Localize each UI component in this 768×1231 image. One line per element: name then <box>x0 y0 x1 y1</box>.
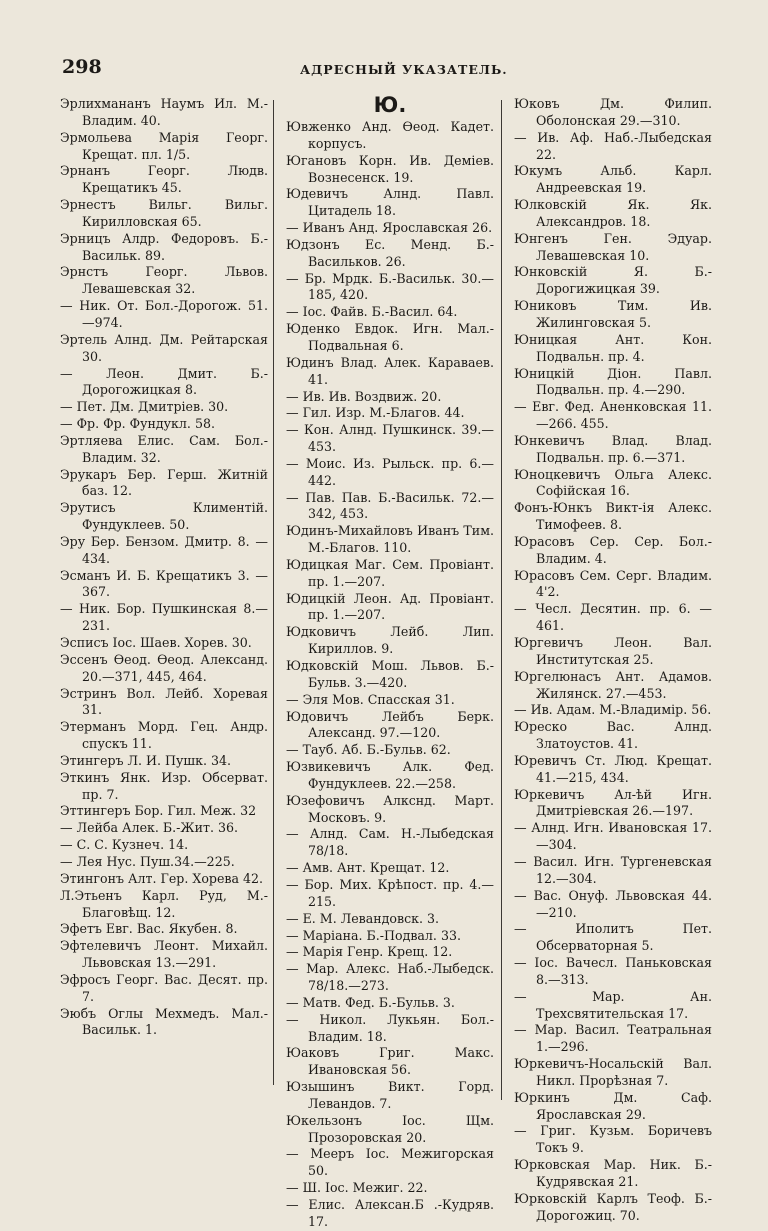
directory-entry: Юдзонъ Ес. Менд. Б.-Васильков. 26. <box>286 236 494 269</box>
directory-entry: — С. С. Кузнеч. 14. <box>60 837 189 853</box>
directory-entry: Юкельзонъ Іос. Щм. Прозоровская 20. <box>286 1112 494 1145</box>
directory-entry: — Лея Нус. Пуш.34.—225. <box>60 853 235 869</box>
directory-entry: — Фр. Фр. Фундукл. 58. <box>60 416 215 432</box>
directory-entry: Юноцкевичъ Ольга Алекс. Софійская 16. <box>514 466 712 499</box>
directory-entry: Эткинъ Янк. Изр. Обсерват. пр. 7. <box>60 769 268 802</box>
directory-entry: Юзвикевичъ Алк. Фед. Фундуклеев. 22.—258. <box>286 759 494 791</box>
directory-entry: — Бр. Мрдк. Б.-Васильк. 30.—185, 420. <box>286 270 494 303</box>
directory-entry: — Ник. От. Бол.-Дорогож. 51.—974. <box>60 298 268 330</box>
directory-entry: — Ив. Адам. М.-Владимір. 56. <box>514 702 712 718</box>
directory-entry: — Ив. Ив. Воздвиж. 20. <box>286 388 442 404</box>
directory-entry: Л.Этьенъ Карл. Руд, М.-Благовѣщ. 12. <box>60 887 268 920</box>
directory-entry: Фонъ-Юнкъ Викт-ія Алекс. Тимофеев. 8. <box>514 500 712 533</box>
directory-entry: — Ник. Бор. Пушкинская 8.—231. <box>60 601 268 634</box>
directory-entry: — Матв. Фед. Б.-Бульв. 3. <box>286 994 455 1010</box>
directory-entry: Эссенъ Өеод. Өеод. Александ. 20.—371, 445, 464. <box>60 651 268 684</box>
directory-entry: Этингонъ Алт. Гер. Хорева 42. <box>60 870 264 886</box>
directory-entry: Юнковскій Я. Б.-Дорогижицкая 39. <box>514 264 712 297</box>
directory-entry: Юдинъ-Михайловъ Иванъ Тим. М.-Благов. 110. <box>286 523 494 556</box>
directory-entry: — Алнд. Сам. Н.-Лыбедская 78/18. <box>286 826 494 859</box>
directory-entry: Юлковскій Як. Як. Александров. 18. <box>514 197 712 229</box>
middle-column <box>286 93 494 1231</box>
directory-entry: — Елис. Алексан.Б .-Кудряв. 17. <box>286 1197 494 1229</box>
directory-entry: — Ш. Іос. Межиг. 22. <box>286 1180 428 1196</box>
directory-entry: — Гил. Изр. М.-Благов. 44. <box>286 405 465 421</box>
directory-entry: Этингеръ Л. И. Пушк. 34. <box>60 752 232 768</box>
directory-entry: — Леон. Дмит. Б.-Дорогожицкая 8. <box>60 365 268 398</box>
directory-entry: — Кон. Алнд. Пушкинск. 39.—453. <box>286 422 494 455</box>
directory-entry: Юнгенъ Ген. Эдуар. Левашевская 10. <box>514 230 712 263</box>
directory-entry: — Іос. Вачесл. Паньковская 8.—313. <box>514 955 712 987</box>
directory-entry: — Тауб. Аб. Б.-Бульв. 62. <box>286 742 451 758</box>
directory-entry: — Пет. Дм. Дмитріев. 30. <box>60 399 229 415</box>
section-letter: Ю. <box>373 93 407 117</box>
directory-entry: Эрнанъ Георг. Людв. Крещатикъ 45. <box>60 163 268 196</box>
directory-entry: — Иполитъ Пет. Обсерваторная 5. <box>514 921 712 954</box>
directory-entry: Эфросъ Георг. Вас. Десят. пр. 7. <box>60 971 268 1004</box>
directory-entry: Юаковъ Григ. Макс. Ивановская 56. <box>286 1045 494 1078</box>
directory-entry: — Марія Генр. Крещ. 12. <box>286 944 453 960</box>
directory-entry: — Вас. Онуф. Львовская 44.—210. <box>514 887 712 920</box>
directory-entry: Юницкій Діон. Павл. Подвальн. пр. 4.—290. <box>514 365 712 398</box>
directory-entry: Эфетъ Евг. Вас. Якубен. 8. <box>60 921 238 937</box>
directory-entry: Юдицкій Леон. Ад. Провіант. пр. 1.—207. <box>286 590 494 623</box>
directory-entry: Ювженко Анд. Өеод. Кадет. корпусъ. <box>286 119 494 151</box>
directory-entry: Эрнстъ Георг. Львов. Левашевская 32. <box>60 264 268 297</box>
directory-entry: — Ив. Аф. Наб.-Лыбедская 22. <box>514 129 712 162</box>
directory-entry: Юргевичъ Леон. Вал. Институтская 25. <box>514 635 712 667</box>
directory-entry: — Маріана. Б.-Подвал. 33. <box>286 927 461 943</box>
directory-entry: — Моис. Из. Рыльск. пр. 6.—442. <box>286 455 494 488</box>
directory-entry: Юргелюнасъ Ант. Адамов. Жилянск. 27.—453. <box>514 668 712 701</box>
directory-entry: Эрукаръ Бер. Герш. Житній баз. 12. <box>60 466 268 499</box>
directory-entry: Юревичъ Ст. Люд. Крещат. 41.—215, 434. <box>514 752 712 785</box>
running-head: АДРЕСНЫЙ УКАЗАТЕЛЬ. <box>300 62 508 77</box>
directory-entry: — Евг. Фед. Аненковская 11.—266. 455. <box>514 399 712 432</box>
directory-entry: Эртель Алнд. Дм. Рейтарская 30. <box>60 331 268 364</box>
directory-entry: Юнкевичъ Влад. Влад. Подвальн. пр. 6.—371. <box>514 432 712 465</box>
directory-entry: — Алнд. Игн. Ивановская 17.—304. <box>514 820 712 853</box>
directory-entry: — Никол. Лукьян. Бол.-Владим. 18. <box>286 1011 494 1044</box>
directory-entry: Этерманъ Морд. Гец. Андр. спускъ 11. <box>60 719 268 752</box>
directory-entry: — Чесл. Десятин. пр. 6. —461. <box>514 601 712 634</box>
directory-entry: Эрлихмананъ Наумъ Ил. М.-Владим. 40. <box>60 96 268 128</box>
directory-entry: — Мар. Алекс. Наб.-Лыбедск. 78/18.—273. <box>286 961 494 994</box>
directory-entry: — Мар. Васил. Театральная 1.—296. <box>514 1022 712 1055</box>
directory-entry: Юдинъ Влад. Алек. Караваев. 41. <box>286 354 494 387</box>
directory-entry: Югановъ Корн. Ив. Деміев. Вознесенск. 19. <box>286 152 494 185</box>
directory-entry: Эртляева Елис. Сам. Бол.-Владим. 32. <box>60 432 268 465</box>
right-column <box>514 96 712 1225</box>
directory-entry: Эрницъ Алдр. Федоровъ. Б.-Васильк. 89. <box>60 230 268 263</box>
directory-entry: Юдевичъ Алнд. Павл. Цитадель 18. <box>286 186 494 219</box>
directory-entry: Юдицкая Маг. Сем. Провіант. пр. 1.—207. <box>286 556 494 589</box>
directory-entry: Юркинъ Дм. Саф. Ярославская 29. <box>514 1089 712 1122</box>
directory-entry: Юдковичъ Лейб. Лип. Кириллов. 9. <box>286 624 494 657</box>
directory-entry: Эттингеръ Бор. Гил. Меж. 32 <box>60 803 257 819</box>
directory-entry: — Мар. Ан. Трехсвятительская 17. <box>514 988 712 1021</box>
directory-entry: Эрнестъ Вильг. Вильг. Кирилловская 65. <box>60 197 268 229</box>
directory-entry: — Лейба Алек. Б.-Жит. 36. <box>60 820 238 836</box>
directory-entry: Юрасовъ Сер. Сер. Бол.-Владим. 4. <box>514 533 712 566</box>
directory-entry: Эрмольева Марія Георг. Крещат. пл. 1/5. <box>60 129 268 162</box>
directory-entry: Юреско Вас. Алнд. Златоустов. 41. <box>514 719 712 752</box>
directory-entry: Юзефовичъ Алкснд. Март. Московъ. 9. <box>286 792 494 825</box>
column-divider <box>273 100 274 1085</box>
directory-entry: — Бор. Мих. Крѣпост. пр. 4.—215. <box>286 876 494 909</box>
directory-entry: Юницкая Ант. Кон. Подвальн. пр. 4. <box>514 331 712 364</box>
directory-entry: Юрковскій Карлъ Теоф. Б.-Дорогожиц. 70. <box>514 1190 712 1223</box>
directory-entry: Юрасовъ Сем. Серг. Владим. 4'2. <box>514 567 712 600</box>
directory-entry: — Пав. Пав. Б.-Васильк. 72.—342, 453. <box>286 489 494 522</box>
directory-entry: — Иванъ Анд. Ярославская 26. <box>286 220 493 236</box>
directory-entry: — Е. М. Левандовск. 3. <box>286 910 440 926</box>
directory-entry: Юрковская Мар. Ник. Б.-Кудрявская 21. <box>514 1157 712 1189</box>
directory-entry: Юковъ Дм. Филип. Оболонская 29.—310. <box>514 96 712 128</box>
directory-entry: — Эля Мов. Спасская 31. <box>286 691 455 707</box>
directory-entry: Эсписъ Іос. Шаев. Хорев. 30. <box>60 635 252 650</box>
directory-entry: Юденко Евдок. Игн. Мал.-Подвальная 6. <box>286 321 494 353</box>
directory-entry: — Амв. Ант. Крещат. 12. <box>286 860 450 876</box>
directory-entry: — Мееръ Іос. Межигорская 50. <box>286 1146 494 1179</box>
directory-entry: Юдковскій Мош. Львов. Б.-Бульв. 3.—420. <box>286 658 494 690</box>
directory-entry: Эру Бер. Бензом. Дмитр. 8. —434. <box>60 533 268 566</box>
directory-entry: Эфтелевичъ Леонт. Михайл. Львовская 13.—291. <box>60 938 268 971</box>
directory-entry: Юдовичъ Лейбъ Берк. Александ. 97.—120. <box>286 708 494 741</box>
directory-entry: Юзышинъ Викт. Горд. Левандов. 7. <box>286 1079 494 1111</box>
directory-entry: Эюбъ Оглы Мехмедъ. Мал.-Васильк. 1. <box>60 1005 268 1038</box>
directory-entry: — Васил. Игн. Тургеневская 12.—304. <box>514 853 712 886</box>
page-number: 298 <box>62 56 102 78</box>
column-divider <box>501 100 502 1100</box>
left-column <box>60 96 268 1039</box>
directory-entry: Юниковъ Тим. Ив. Жилинговская 5. <box>514 298 712 330</box>
directory-entry: Эстринъ Вол. Лейб. Хоревая 31. <box>60 685 268 718</box>
directory-entry: Юркевичъ-Носальскій Вал. Никл. Прорѣзная 7. <box>514 1056 712 1088</box>
directory-entry: Эрутисъ Климентій. Фундуклеев. 50. <box>60 500 268 533</box>
directory-entry: Юкумъ Альб. Карл. Андреевская 19. <box>514 163 712 196</box>
directory-entry: Юркевичъ Ал-ѣй Игн. Дмитріевская 26.—197. <box>514 786 712 819</box>
directory-entry: — Іос. Файв. Б.-Васил. 64. <box>286 304 458 320</box>
directory-entry: Эсманъ И. Б. Крещатикъ 3. —367. <box>60 567 268 600</box>
directory-entry: — Григ. Кузьм. Боричевъ Токъ 9. <box>514 1123 712 1156</box>
